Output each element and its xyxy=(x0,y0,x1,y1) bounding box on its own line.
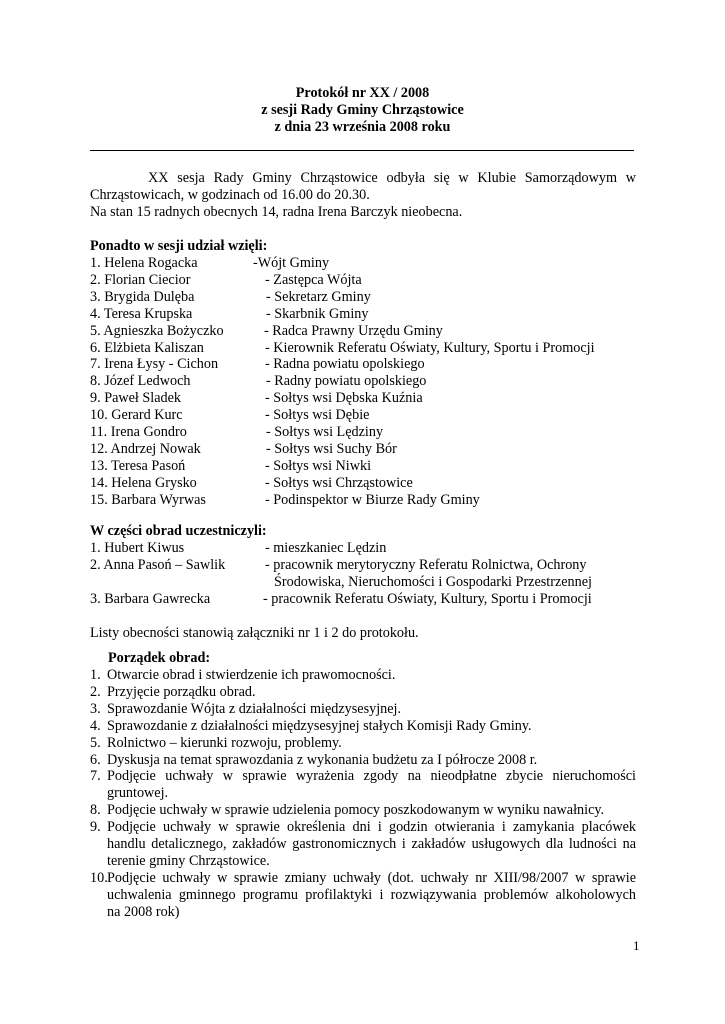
partial-item-1-role: - mieszkaniec Lędzin xyxy=(265,540,387,556)
partial-item-3-role: - pracownik Referatu Oświaty, Kultury, Sportu i Promocji xyxy=(263,591,592,607)
participant-name: 1. Helena Rogacka xyxy=(90,255,198,271)
agenda-item-number: 2. xyxy=(90,683,101,700)
agenda-item-number: 7. xyxy=(90,768,101,785)
participant-name: 12. Andrzej Nowak xyxy=(90,440,201,457)
participant-role: - Sołtys wsi Suchy Bór xyxy=(266,440,397,457)
session-subtitle: z sesji Rady Gminy Chrząstowice xyxy=(261,102,464,118)
agenda-item-text: uchwalenia gminnego programu profilaktyki i rozwiązywania problemów alkoholowych xyxy=(107,886,636,903)
agenda-item-text: Podjęcie uchwały w sprawie określenia dni i godzin otwierania i zamykania placówek xyxy=(107,819,636,836)
participant-role: -Wójt Gminy xyxy=(253,255,330,271)
participant-name: 2. Florian Ciecior xyxy=(90,271,191,288)
agenda-item-number: 5. xyxy=(90,734,101,751)
title-divider xyxy=(90,150,634,151)
participant-role: - Sołtys wsi Dębie xyxy=(265,407,370,424)
participant-name: 7. Irena Łysy - Cichon xyxy=(90,356,219,373)
partial-item-3-name: 3. Barbara Gawrecka xyxy=(90,591,211,607)
participant-role: - Sołtys wsi Niwki xyxy=(265,457,372,474)
agenda-item-number: 9. xyxy=(90,819,101,836)
participant-name: 4. Teresa Krupska xyxy=(90,305,193,322)
participant-role: - Sołtys wsi Lędziny xyxy=(266,424,384,440)
participant-role: - Radna powiatu opolskiego xyxy=(265,356,425,373)
agenda-heading: Porządek obrad: xyxy=(108,650,211,666)
participant-role: - Zastępca Wójta xyxy=(265,271,362,288)
participant-name: 13. Teresa Pasoń xyxy=(90,457,186,474)
agenda-item-number: 3. xyxy=(90,700,101,717)
protocol-title: Protokół nr XX / 2008 xyxy=(295,85,430,101)
partial-item-2-role: - pracownik merytoryczny Referatu Rolnictwa, Ochrony xyxy=(265,557,587,573)
agenda-item-text: Rolnictwo – kierunki rozwoju, problemy. xyxy=(107,734,342,751)
intro-line-2: Chrząstowicach, w godzinach od 16.00 do 20.30. xyxy=(90,187,370,203)
agenda-item-text: handlu detalicznego, zakładów gastronomicznych i zakładów usługowych dla ludności na xyxy=(107,836,636,852)
attendance-note: Listy obecności stanowią załączniki nr 1 i 2 do protokołu. xyxy=(90,625,419,641)
intro-line-3: Na stan 15 radnych obecnych 14, radna Irena Barczyk nieobecna. xyxy=(90,204,463,220)
participant-name: 3. Brygida Dulęba xyxy=(90,288,195,305)
participants-heading: Ponadto w sesji udział wzięli: xyxy=(90,238,268,254)
agenda-item-text: Dyskusja na temat sprawozdania z wykonania budżetu za I półrocze 2008 r. xyxy=(107,751,538,768)
participant-name: 5. Agnieszka Bożyczko xyxy=(90,322,224,339)
agenda-item-text: Podjęcie uchwały w sprawie wyrażenia zgody na nieodpłatne zbycie nieruchomości xyxy=(107,768,636,785)
partial-item-1-name: 1. Hubert Kiwus xyxy=(90,540,185,556)
participant-name: 6. Elżbieta Kaliszan xyxy=(90,339,204,356)
agenda-item-text: Podjęcie uchwały w sprawie zmiany uchwały (dot. uchwały nr XIII/98/2007 w sprawie xyxy=(107,869,636,886)
participant-role: - Sekretarz Gminy xyxy=(266,288,371,305)
agenda-item-text: terenie gminy Chrząstowice. xyxy=(107,852,270,869)
participant-role: - Sołtys wsi Chrząstowice xyxy=(265,474,413,491)
agenda-item-text: Przyjęcie porządku obrad. xyxy=(107,683,256,700)
page-number: 1 xyxy=(633,938,640,953)
participant-name: 8. Józef Ledwoch xyxy=(90,373,191,390)
agenda-item-text: Sprawozdanie z działalności międzysesyjnej stałych Komisji Rady Gminy. xyxy=(107,717,532,734)
partial-item-2-name: 2. Anna Pasoń – Sawlik xyxy=(90,557,226,573)
agenda-item-text: gruntowej. xyxy=(107,785,169,802)
agenda-item-text: Sprawozdanie Wójta z działalności międzysesyjnej. xyxy=(107,700,402,717)
intro-line-1: XX sesja Rady Gminy Chrząstowice odbyła się w Klubie Samorządowym w xyxy=(148,170,636,186)
agenda-item-text: Otwarcie obrad i stwierdzenie ich prawomocności. xyxy=(107,667,396,683)
participant-role: - Podinspektor w Biurze Rady Gminy xyxy=(265,491,480,508)
agenda-item-number: 6. xyxy=(90,751,101,768)
participant-name: 14. Helena Grysko xyxy=(90,474,197,491)
agenda-item-number: 4. xyxy=(90,717,101,734)
participant-name: 10. Gerard Kurc xyxy=(90,407,183,424)
agenda-item-number: 1. xyxy=(90,667,101,683)
participant-name: 15. Barbara Wyrwas xyxy=(90,491,206,508)
participant-role: - Radca Prawny Urzędu Gminy xyxy=(264,322,443,339)
agenda-item-text: Podjęcie uchwały w sprawie udzielenia pomocy poszkodowanym w wyniku nawałnicy. xyxy=(107,802,605,819)
participant-role: - Sołtys wsi Dębska Kuźnia xyxy=(265,390,423,407)
participant-role: - Skarbnik Gminy xyxy=(266,305,369,322)
partial-heading: W części obrad uczestniczyli: xyxy=(90,523,267,539)
participant-name: 11. Irena Gondro xyxy=(90,424,187,440)
participant-name: 9. Paweł Sladek xyxy=(90,390,182,407)
agenda-item-number: 8. xyxy=(90,802,101,819)
agenda-item-text: na 2008 rok) xyxy=(107,903,180,920)
agenda-item-number: 10. xyxy=(90,869,108,886)
partial-item-2-role-cont: Środowiska, Nieruchomości i Gospodarki Przestrzennej xyxy=(274,574,592,590)
participant-role: - Radny powiatu opolskiego xyxy=(266,373,427,390)
session-date: z dnia 23 września 2008 roku xyxy=(274,119,451,135)
participant-role: - Kierownik Referatu Oświaty, Kultury, Sportu i Promocji xyxy=(265,339,595,356)
